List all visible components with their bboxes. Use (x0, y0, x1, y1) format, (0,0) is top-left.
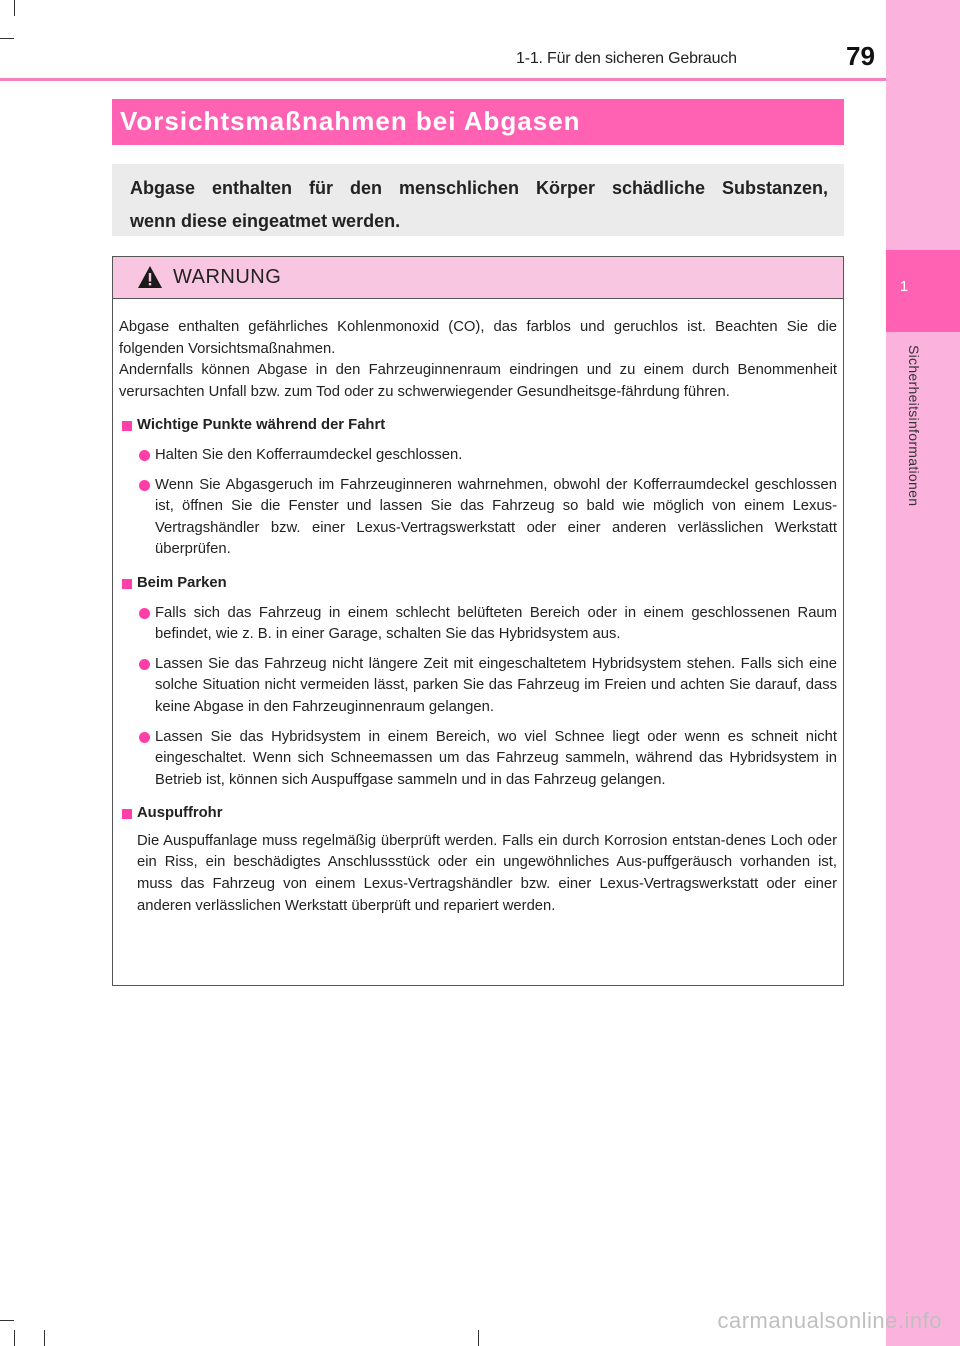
bullet-item (119, 445, 837, 467)
warning-header (113, 257, 843, 299)
subsection-text: Die Auspuffanlage muss regelmäßig überprüft werden. Falls ein durch Korrosion entstan-denes Loch oder ein Riss, ein beschädigtes Anschlussstück oder ein ungewöhnliches Aus-puffgeräusch vorhanden ist, muss das Fahrzeug von einem Lexus-Vertragshändler bzw. einer Lexus-Vertragswerkstatt oder einer anderen verlässlichen Werkstatt überprüft und repariert werden. (137, 832, 837, 914)
crop-mark (14, 1330, 15, 1346)
intro-line: wenn diese eingeatmet werden. (130, 211, 401, 231)
round-bullet-icon (139, 732, 150, 743)
chapter-label: Sicherheitsinformationen (906, 345, 922, 507)
crop-mark (0, 38, 14, 39)
warning-intro-consequence: Andernfalls können Abgase in den Fahrzeuginnenraum eindringen und zu einem durch Benommenheit verursachten Unfall bzw. zum Tod oder zu schwerwiegender Gesundheitsge-fährdung führen. (119, 362, 837, 400)
crop-mark (0, 1320, 14, 1321)
subsection-title (119, 573, 837, 595)
crop-mark (14, 0, 15, 16)
warning-triangle-icon (137, 265, 163, 289)
subsection-title (119, 803, 837, 825)
warning-body (113, 299, 843, 917)
bullet-item (119, 603, 837, 646)
bullet-text: Lassen Sie das Fahrzeug nicht längere Zeit mit eingeschaltetem Hybridsystem stehen. Falls sich eine solche Situation nicht vermeiden lässt, parken Sie das Fahrzeug im Freien und achten Sie darauf, dass keine Abgase in den Fahrzeuginnenraum gelangen. (155, 655, 837, 715)
section-heading: Vorsichtsmaßnahmen bei Abgasen (112, 99, 844, 145)
bullet-item (119, 654, 837, 719)
bullet-text: Lassen Sie das Hybridsystem in einem Bereich, wo viel Schnee liegt oder wenn es schneit nicht eingeschaltet. Wenn sich Schneemassen um das Fahrzeug sammeln, während das Hybridsystem in Betrieb ist, können sich Auspuffgase sammeln und in das Fahrzeug gelangen. (155, 728, 837, 788)
subsection-title-text: Beim Parken (137, 574, 227, 591)
intro-line: Abgase enthalten für den menschlichen Körper schädliche Substanzen, (130, 178, 828, 198)
round-bullet-icon (139, 659, 150, 670)
bullet-text: Wenn Sie Abgasgeruch im Fahrzeuginneren wahrnehmen, obwohl der Kofferraumdeckel geschlossen ist, öffnen Sie die Fenster und lassen Sie das Fahrzeug so bald wie möglich von einem Lexus-Vertragshändler bzw. einer Lexus-Vertragswerkstatt oder einer anderen verlässlichen Werkstatt überprüfen. (155, 476, 837, 558)
subsection-title (119, 415, 837, 437)
round-bullet-icon (139, 608, 150, 619)
bullet-item (119, 475, 837, 561)
watermark: carmanualsonline.info (717, 1308, 942, 1333)
crop-mark (478, 1330, 479, 1346)
header-rule (0, 78, 886, 81)
round-bullet-icon (139, 480, 150, 491)
warning-title: WARNUNG (173, 266, 282, 288)
chapter-number: 1 (899, 278, 909, 295)
crop-mark (44, 1330, 45, 1346)
warning-intro: Abgase enthalten gefährliches Kohlenmonoxid (CO), das farblos und geruchlos ist. Beachten Sie die folgenden Vorsichtsmaßnahmen. (119, 319, 837, 357)
square-bullet-icon (122, 579, 132, 589)
bullet-text: Halten Sie den Kofferraumdeckel geschlossen. (155, 446, 463, 463)
subsection-title-text: Wichtige Punkte während der Fahrt (137, 417, 386, 434)
intro-box (112, 164, 844, 236)
warning-box (112, 256, 844, 986)
page-number: 79 (846, 41, 875, 71)
square-bullet-icon (122, 809, 132, 819)
side-strip (886, 0, 960, 1346)
running-title: 1-1. Für den sicheren Gebrauch (516, 50, 737, 67)
bullet-text: Falls sich das Fahrzeug in einem schlecht belüfteten Bereich oder in einem geschlossenen Raum befindet, wie z. B. in einer Garage, schalten Sie das Hybridsystem aus. (155, 604, 837, 643)
round-bullet-icon (139, 450, 150, 461)
subsection-title-text: Auspuffrohr (137, 805, 223, 822)
square-bullet-icon (122, 421, 132, 431)
chapter-tab (886, 250, 960, 332)
bullet-item (119, 727, 837, 792)
